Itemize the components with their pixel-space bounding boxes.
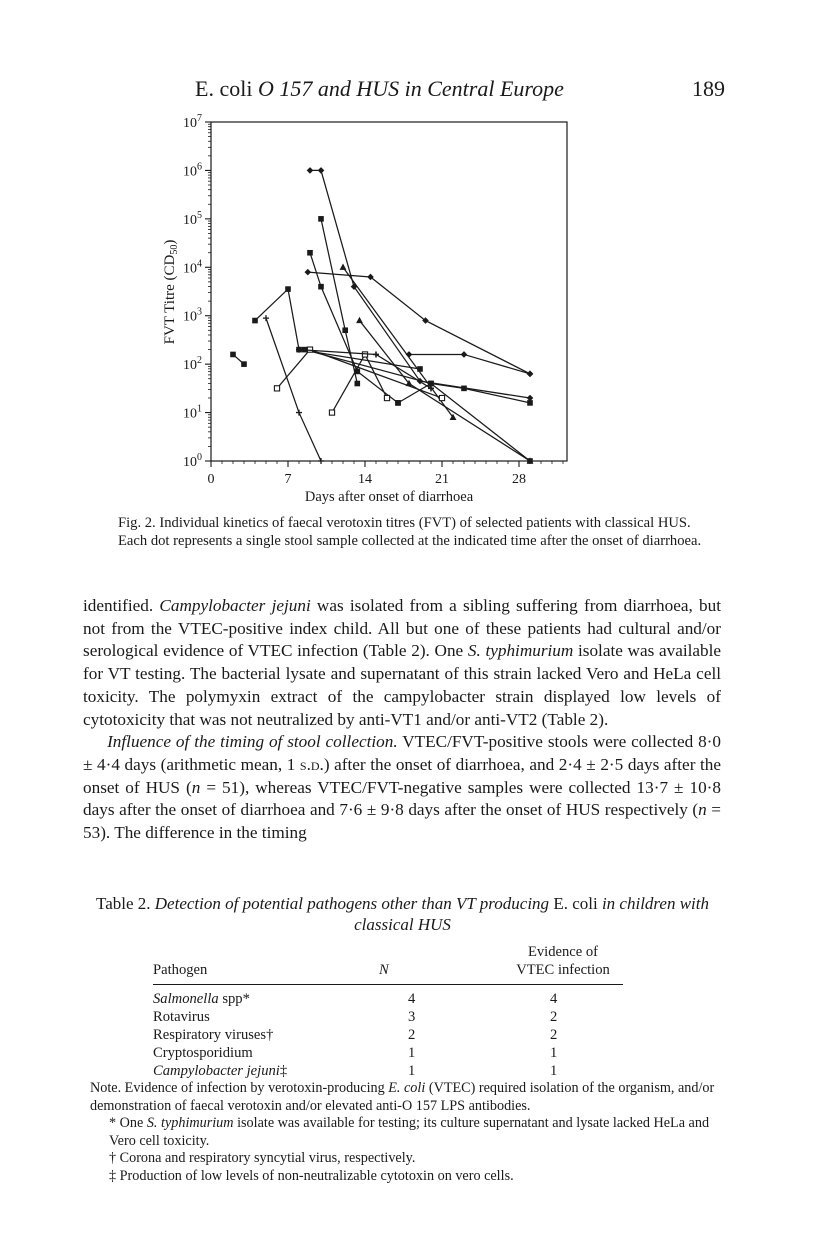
caption-label: Fig. 2. [118,515,156,531]
cell-pathogen [153,1009,210,1026]
note-star-text-1: * One [109,1115,147,1132]
y-axis-label-main: FVT Titre (CD [162,254,178,345]
note-text-1: Note. Evidence of infection by verotoxin-producing [90,1080,389,1096]
series-line [360,321,531,461]
p2-heading: Influence of the timing of stool collection. [107,732,398,752]
data-point-square [241,361,247,367]
note-text-2: (VTEC) required isolation of the organism, and/or demonstration of faecal verotoxin and/or elevated anti-O 157 LPS antibodies. [90,1080,715,1114]
series-patient-12 [263,315,324,464]
data-point-square [395,400,401,406]
y-tick-exponent: 3 [197,306,202,318]
table-header-rule [153,984,623,985]
data-point-star [263,315,269,321]
cell-pathogen-roman: spp* [218,991,250,1007]
y-tick-base: 10 [183,358,197,374]
p2-text-2: ) after the onset of diarrhoea, and 2·4 ± 2·5 days after the onset of HUS ( [83,754,722,797]
cell-pathogen-roman: ‡ [279,1063,288,1079]
running-head-title [195,76,564,102]
table-notes [90,1080,725,1186]
y-tick-base: 10 [183,309,197,325]
header-evidence-line-2: VTEC infection [516,962,610,978]
p1-text-2: was isolated from a sibling suffering from diarrhoea, but not from the VTEC-positive index child. All but one of these patients had cultural and/or serological evidence of VTEC infection (Table 2). One [83,596,721,661]
data-point-cross [373,351,379,357]
running-head-prefix: E. coli [195,76,258,101]
data-point-square [527,400,533,406]
cell-pathogen [153,1063,287,1080]
paragraph-1 [83,595,721,731]
note-double-dagger: ‡ Production of low levels of non-neutralizable cytotoxin on vero cells. [109,1167,514,1184]
note-italic-ecoli: E. coli [388,1080,426,1096]
cell-n: 1 [408,1045,416,1061]
cell-pathogen-roman: Rotavirus [153,1009,210,1025]
y-tick-label [183,355,202,373]
cell-pathogen-roman: Cryptosporidium [153,1045,253,1061]
data-point-diamond [527,371,534,378]
y-tick-base: 10 [183,164,197,180]
cell-evidence: 4 [550,991,558,1007]
y-tick-exponent: 6 [197,161,202,173]
data-point-square [252,318,258,324]
note-star-italic: S. typhimurium [146,1115,234,1132]
p1-italic-typhimurium: S. typhimurium [467,641,574,661]
note-general [90,1080,725,1115]
caption-text: Individual kinetics of faecal verotoxin titres (FVT) of selected patients with classical HUS. Each dot represents a single stool sample collected at the indicated time after the onset of diarrhoea. [118,515,702,549]
y-tick-base: 10 [183,261,197,277]
data-point-square [230,352,236,358]
series-group [230,167,533,464]
series-line [308,272,530,374]
y-tick-exponent: 5 [197,209,202,221]
note-star-text-2: isolate was available for testing; its culture supernatant and lysate lacked HeLa and Vero cell toxicity. [109,1115,710,1149]
data-point-diamond [318,167,325,174]
data-point-triangle [356,317,363,323]
y-tick-label [183,210,202,228]
note-star [90,1115,725,1150]
series-patient-2 [305,269,534,377]
y-tick-base: 10 [183,212,197,228]
y-tick-exponent: 2 [197,355,202,367]
cell-pathogen-italic: Salmonella [153,991,219,1007]
series-line [343,267,453,417]
table-row [153,1027,623,1045]
page-number: 189 [692,76,725,101]
data-point-open-square [384,395,389,400]
header-n: N [379,962,389,978]
figure-caption [118,514,703,550]
note-dagger: † Corona and respiratory syncytial virus, respectively. [109,1150,416,1167]
data-point-open-square [274,386,279,391]
header-pathogen: Pathogen [153,962,208,978]
y-tick-exponent: 1 [197,403,202,415]
running-head-rest: O 157 and HUS in Central Europe [257,76,564,101]
p2-n-1: n [191,777,201,797]
table-row [153,1009,623,1027]
data-point-square [318,216,324,222]
data-point-open-square [329,410,334,415]
cell-evidence: 2 [550,1009,558,1025]
y-tick-base: 10 [183,455,197,470]
y-tick-exponent: 4 [197,258,202,270]
y-tick-label [183,113,202,131]
y-tick-exponent: 7 [197,113,202,124]
data-point-diamond [461,351,468,358]
y-axis-label [162,240,180,345]
series-patient-7 [230,352,247,367]
y-axis-label-sub: 50 [169,244,180,255]
y-axis [183,113,211,470]
paragraph-2 [83,731,721,845]
p2-n-2: n [698,800,707,820]
data-point-star [318,458,324,464]
table-title-part-1: Detection of potential pathogens other than VT producing [150,894,554,913]
table-row [153,991,623,1009]
figure-2-chart [150,112,740,512]
series-patient-9 [395,381,533,464]
data-point-triangle [340,263,347,269]
table-title-ecoli: E. coli [553,894,598,913]
data-point-star [296,410,302,416]
data-point-square [318,284,324,290]
x-tick-label: 28 [512,472,526,487]
y-tick-base: 10 [183,406,197,422]
p2-text-4: = 53). The difference in the timing [83,800,721,843]
x-tick-label: 7 [284,472,292,487]
cell-evidence: 1 [550,1045,558,1061]
data-point-diamond [307,167,314,174]
cell-evidence: 2 [550,1027,558,1043]
body-text [83,595,721,845]
table-title-label: Table 2. [96,894,151,913]
table-2-title [80,893,725,935]
y-tick-label [183,452,202,470]
x-tick-label: 21 [435,472,449,487]
x-axis-label: Days after onset of diarrhoea [304,489,474,505]
table-row [153,1063,623,1081]
y-tick-label [183,258,202,276]
cell-n: 1 [408,1063,416,1079]
data-point-diamond [305,269,312,276]
data-point-square [307,250,313,256]
cell-n: 3 [408,1009,416,1025]
p1-text-1: identified. [83,596,160,615]
cell-pathogen-italic: Campylobacter jejuni [153,1063,280,1079]
y-tick-base: 10 [183,116,197,131]
y-axis-label-close: ) [162,239,178,245]
x-tick-label: 14 [358,472,372,487]
y-tick-label [183,307,202,325]
p1-italic-campylobacter: Campylobacter jejuni [159,596,311,615]
x-tick-label: 0 [207,472,215,487]
table-title-part-2: in children with classical HUS [354,894,709,934]
p1-text-3: isolate was available for VT testing. The bacterial lysate and supernatant of this strain lacked Vero and HeLa cell toxicity. The polymyxin extract of the campylobacter strain displayed low levels of cytotoxicity that was not neutralized by anti-VT1 and/or anti-VT2 (Table 2). [83,641,722,729]
y-tick-label [183,161,202,179]
p2-text-3: = 51), whereas VTEC/FVT-negative samples were collected 13·7 ± 10·8 days after the onset of diarrhoea and 7·6 ± 9·8 days after the onset of HUS respectively ( [83,777,721,820]
data-point-square [342,327,348,333]
table-row [153,1045,623,1063]
data-point-open-square [439,395,444,400]
cell-pathogen [153,1045,253,1062]
header-evidence-line-1: Evidence of [527,944,599,960]
y-tick-label [183,404,202,422]
cell-pathogen-roman: Respiratory viruses† [153,1027,274,1043]
chart-svg [150,112,740,512]
series-patient-3 [406,351,534,377]
cell-pathogen [153,991,250,1008]
cell-pathogen [153,1027,273,1044]
p2-text-1: VTEC/FVT-positive stools were collected 8·0 ± 4·4 days (arithmetic mean, 1 [83,732,721,774]
p2-sd: s.d. [299,754,324,774]
data-point-square [355,381,361,387]
cell-n: 4 [408,991,416,1007]
x-axis [208,461,564,487]
cell-n: 2 [408,1027,416,1043]
y-tick-exponent: 0 [197,452,202,463]
cell-evidence: 1 [550,1063,558,1079]
data-point-square [285,286,291,292]
data-point-square [461,386,467,392]
